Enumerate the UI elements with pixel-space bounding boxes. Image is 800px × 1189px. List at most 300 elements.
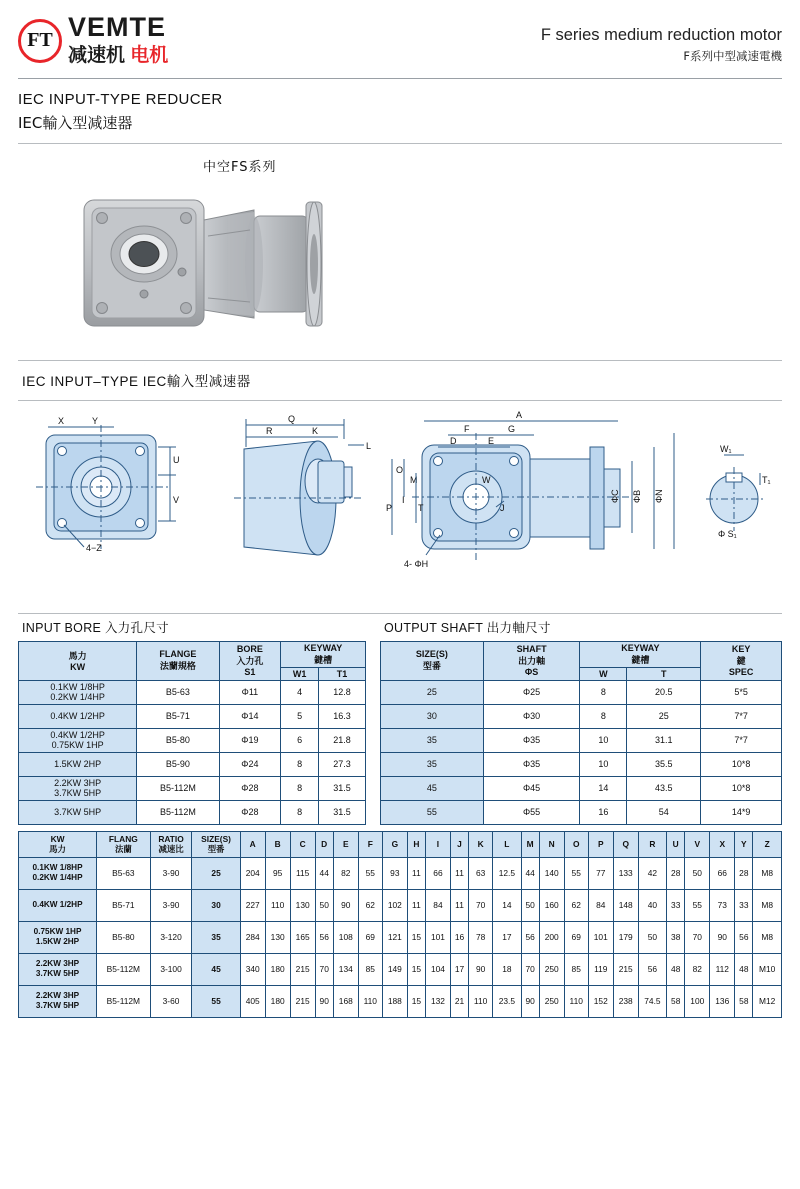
- brand-name-cn: [68, 44, 168, 68]
- output-shaft-table: [380, 641, 782, 825]
- cell-U: 28: [667, 857, 685, 889]
- cell-A: 340: [240, 953, 265, 985]
- cell-w1: 6: [281, 728, 319, 752]
- cell-Q: 148: [613, 889, 638, 921]
- cell-w: 14: [580, 776, 627, 800]
- cell-bore: Φ28: [219, 800, 281, 824]
- th-A: A: [240, 831, 265, 857]
- doc-title-cn: F系列中型减速電機: [683, 49, 782, 63]
- th-P: P: [588, 831, 613, 857]
- cell-G: 121: [382, 921, 407, 953]
- cell-t1: 12.8: [318, 680, 365, 704]
- cell-O: 55: [564, 857, 588, 889]
- th-C: C: [290, 831, 315, 857]
- cell-kw: 0.75KW 1HP 1.5KW 2HP: [19, 921, 97, 953]
- svg-text:W₁: W₁: [720, 443, 732, 454]
- cell-N: 160: [539, 889, 564, 921]
- cell-t: 54: [627, 800, 701, 824]
- table-row: [381, 776, 782, 800]
- cell-C: 115: [290, 857, 315, 889]
- cell-Q: 238: [613, 985, 638, 1017]
- cell-H: 15: [407, 953, 425, 985]
- cell-kw: 0.4KW 1/2HP: [19, 889, 97, 921]
- cell-flange: B5-63: [97, 857, 151, 889]
- cell-D: 90: [315, 985, 333, 1017]
- th-keyway: KEYWAY 鍵槽: [281, 641, 366, 667]
- table-row: [19, 704, 366, 728]
- cell-N: 140: [539, 857, 564, 889]
- th-kw: 馬力 KW: [19, 641, 137, 680]
- th-G: G: [382, 831, 407, 857]
- cell-U: 48: [667, 953, 685, 985]
- cell-R: 56: [638, 953, 666, 985]
- cell-Q: 215: [613, 953, 638, 985]
- svg-text:J: J: [500, 502, 505, 513]
- svg-text:O: O: [396, 464, 404, 475]
- th-B: B: [265, 831, 290, 857]
- table-row: [19, 728, 366, 752]
- cell-bore: Φ14: [219, 704, 281, 728]
- cell-Z: M8: [753, 889, 782, 921]
- th-flange: FLANGE 法蘭規格: [137, 641, 219, 680]
- section2-bottom-divider: [18, 613, 782, 614]
- cell-D: 56: [315, 921, 333, 953]
- cell-shaft: Φ30: [483, 704, 580, 728]
- spec-tables-row: [18, 618, 782, 825]
- cell-I: 84: [425, 889, 450, 921]
- cell-kw: 0.4KW 1/2HP 0.75KW 1HP: [19, 728, 137, 752]
- svg-text:D: D: [450, 435, 457, 446]
- cell-shaft: Φ45: [483, 776, 580, 800]
- cell-E: 134: [333, 953, 358, 985]
- cell-O: 62: [564, 889, 588, 921]
- cell-X: 112: [710, 953, 735, 985]
- cell-size: 25: [192, 857, 240, 889]
- cell-w: 8: [580, 680, 627, 704]
- input-bore-title: INPUT BORE 入力孔尺寸: [22, 620, 169, 635]
- cell-R: 42: [638, 857, 666, 889]
- cell-size: 55: [192, 985, 240, 1017]
- cell-F: 85: [358, 953, 382, 985]
- cell-Z: M10: [753, 953, 782, 985]
- cell-R: 40: [638, 889, 666, 921]
- cell-size: 35: [381, 752, 484, 776]
- svg-text:Q: Q: [288, 413, 296, 424]
- cell-G: 188: [382, 985, 407, 1017]
- cell-t: 20.5: [627, 680, 701, 704]
- doc-title-en: F series medium reduction motor: [540, 26, 782, 44]
- cell-K: 90: [469, 953, 493, 985]
- cell-O: 69: [564, 921, 588, 953]
- svg-text:L: L: [366, 440, 372, 451]
- cell-G: 93: [382, 857, 407, 889]
- th-ratio: RATIO 减速比: [150, 831, 192, 857]
- th-X: X: [710, 831, 735, 857]
- cell-M: 44: [521, 857, 539, 889]
- cell-key: 10*8: [701, 776, 782, 800]
- th-bore: BORE 入力孔 S1: [219, 641, 281, 680]
- cell-w1: 4: [281, 680, 319, 704]
- cell-size: 30: [192, 889, 240, 921]
- cell-ratio: 3-120: [150, 921, 192, 953]
- cell-w1: 8: [281, 776, 319, 800]
- cell-A: 405: [240, 985, 265, 1017]
- cell-kw: 0.4KW 1/2HP: [19, 704, 137, 728]
- cell-t: 43.5: [627, 776, 701, 800]
- th-D: D: [315, 831, 333, 857]
- cell-H: 15: [407, 921, 425, 953]
- cell-kw: 2.2KW 3HP 3.7KW 5HP: [19, 776, 137, 800]
- cell-size: 25: [381, 680, 484, 704]
- cell-t1: 27.3: [318, 752, 365, 776]
- cell-E: 82: [333, 857, 358, 889]
- cell-shaft: Φ35: [483, 728, 580, 752]
- cell-size: 35: [381, 728, 484, 752]
- cell-shaft: Φ25: [483, 680, 580, 704]
- cell-L: 14: [493, 889, 521, 921]
- cell-A: 284: [240, 921, 265, 953]
- th-shaft: SHAFT 出力軸 ΦS: [483, 641, 580, 680]
- th-F: F: [358, 831, 382, 857]
- photo-caption: 中空FS系列: [203, 159, 277, 175]
- cell-R: 50: [638, 921, 666, 953]
- cell-I: 101: [425, 921, 450, 953]
- cell-J: 11: [450, 889, 468, 921]
- cell-R: 74.5: [638, 985, 666, 1017]
- cell-E: 108: [333, 921, 358, 953]
- output-shaft-title: OUTPUT SHAFT 出力軸尺寸: [384, 620, 551, 635]
- technical-drawings: [18, 403, 782, 603]
- cell-w1: 8: [281, 800, 319, 824]
- svg-text:ΦB: ΦB: [632, 489, 642, 503]
- cell-B: 130: [265, 921, 290, 953]
- cell-G: 149: [382, 953, 407, 985]
- cell-V: 50: [685, 857, 710, 889]
- cell-N: 250: [539, 953, 564, 985]
- svg-text:P: P: [386, 502, 393, 513]
- cell-t1: 21.8: [318, 728, 365, 752]
- drawing-svg: [18, 403, 782, 599]
- cell-size: 30: [381, 704, 484, 728]
- cell-size: 55: [381, 800, 484, 824]
- cell-w: 10: [580, 752, 627, 776]
- cell-U: 58: [667, 985, 685, 1017]
- cell-flange: B5-71: [97, 889, 151, 921]
- table-row: [19, 776, 366, 800]
- cell-M: 70: [521, 953, 539, 985]
- cell-O: 85: [564, 953, 588, 985]
- output-shaft-body: [381, 680, 782, 824]
- cell-F: 55: [358, 857, 382, 889]
- cell-L: 23.5: [493, 985, 521, 1017]
- cell-flange: B5-112M: [137, 776, 219, 800]
- cell-flange: B5-112M: [97, 953, 151, 985]
- cell-J: 16: [450, 921, 468, 953]
- output-shaft-block: [380, 618, 782, 825]
- table-row: [381, 680, 782, 704]
- cell-K: 110: [469, 985, 493, 1017]
- table-row: [381, 728, 782, 752]
- cell-V: 100: [685, 985, 710, 1017]
- svg-text:G: G: [508, 423, 516, 434]
- th-I: I: [425, 831, 450, 857]
- cell-key: 7*7: [701, 704, 782, 728]
- svg-text:4−Z: 4−Z: [86, 542, 102, 553]
- cell-K: 70: [469, 889, 493, 921]
- cell-Q: 179: [613, 921, 638, 953]
- cell-P: 119: [588, 953, 613, 985]
- cell-key: 10*8: [701, 752, 782, 776]
- cell-P: 152: [588, 985, 613, 1017]
- cell-P: 84: [588, 889, 613, 921]
- th-J: J: [450, 831, 468, 857]
- cell-ratio: 3-60: [150, 985, 192, 1017]
- cell-C: 215: [290, 953, 315, 985]
- cell-J: 11: [450, 857, 468, 889]
- th-O: O: [564, 831, 588, 857]
- svg-text:E: E: [488, 435, 495, 446]
- cell-Y: 28: [735, 857, 753, 889]
- cell-L: 12.5: [493, 857, 521, 889]
- svg-text:K: K: [312, 425, 319, 436]
- section2-divider: [18, 400, 782, 401]
- cell-V: 55: [685, 889, 710, 921]
- svg-text:T₁: T₁: [762, 474, 771, 485]
- table-row: [381, 752, 782, 776]
- cell-bore: Φ28: [219, 776, 281, 800]
- cell-I: 104: [425, 953, 450, 985]
- th-Y: Y: [735, 831, 753, 857]
- cell-key: 5*5: [701, 680, 782, 704]
- cell-flange: B5-90: [137, 752, 219, 776]
- table-row: [381, 704, 782, 728]
- cell-X: 136: [710, 985, 735, 1017]
- cell-size: 45: [192, 953, 240, 985]
- svg-text:ΦC: ΦC: [610, 489, 620, 503]
- cell-Z: M12: [753, 985, 782, 1017]
- cell-t: 25: [627, 704, 701, 728]
- th-M: M: [521, 831, 539, 857]
- cell-w1: 8: [281, 752, 319, 776]
- section1-title-en: IEC INPUT-TYPE REDUCER: [18, 90, 223, 108]
- th-kw: KW 馬力: [19, 831, 97, 857]
- table-row: [381, 800, 782, 824]
- cell-H: 15: [407, 985, 425, 1017]
- header-title-block: [541, 14, 782, 64]
- cell-X: 66: [710, 857, 735, 889]
- svg-text:Φ S₁: Φ S₁: [718, 528, 737, 539]
- cell-D: 44: [315, 857, 333, 889]
- cell-V: 70: [685, 921, 710, 953]
- cell-Y: 48: [735, 953, 753, 985]
- section2-bar-title: IEC INPUT–TYPE IEC輸入型减速器: [22, 373, 251, 389]
- cell-F: 69: [358, 921, 382, 953]
- cell-B: 110: [265, 889, 290, 921]
- table-row: [19, 680, 366, 704]
- cell-w: 16: [580, 800, 627, 824]
- th-t: T: [627, 667, 701, 680]
- cell-P: 77: [588, 857, 613, 889]
- svg-text:X: X: [58, 415, 65, 426]
- table-row: [19, 857, 782, 889]
- cell-J: 21: [450, 985, 468, 1017]
- cell-size: 45: [381, 776, 484, 800]
- cell-M: 56: [521, 921, 539, 953]
- input-bore-table: [18, 641, 366, 825]
- cell-ratio: 3-100: [150, 953, 192, 985]
- cell-shaft: Φ35: [483, 752, 580, 776]
- cell-kw: 2.2KW 3HP 3.7KW 5HP: [19, 985, 97, 1017]
- cell-flange: B5-80: [97, 921, 151, 953]
- cell-X: 73: [710, 889, 735, 921]
- cell-E: 90: [333, 889, 358, 921]
- cell-O: 110: [564, 985, 588, 1017]
- cell-t: 31.1: [627, 728, 701, 752]
- gearbox-photo-icon: [78, 186, 408, 346]
- cell-bore: Φ19: [219, 728, 281, 752]
- cell-bore: Φ24: [219, 752, 281, 776]
- svg-text:ΦN: ΦN: [654, 489, 664, 503]
- input-bore-body: [19, 680, 366, 824]
- svg-text:I: I: [402, 494, 405, 505]
- th-w1: W1: [281, 667, 319, 680]
- cell-J: 17: [450, 953, 468, 985]
- cell-L: 18: [493, 953, 521, 985]
- th-H: H: [407, 831, 425, 857]
- cell-t: 35.5: [627, 752, 701, 776]
- cell-Y: 56: [735, 921, 753, 953]
- cell-K: 63: [469, 857, 493, 889]
- cell-B: 95: [265, 857, 290, 889]
- brand-name: VEMTE: [68, 12, 167, 42]
- cell-C: 130: [290, 889, 315, 921]
- th-K: K: [469, 831, 493, 857]
- cell-N: 250: [539, 985, 564, 1017]
- th-N: N: [539, 831, 564, 857]
- page-header: [18, 0, 782, 68]
- th-V: V: [685, 831, 710, 857]
- cell-N: 200: [539, 921, 564, 953]
- th-E: E: [333, 831, 358, 857]
- cell-ratio: 3-90: [150, 889, 192, 921]
- th-U: U: [667, 831, 685, 857]
- section1-divider: [18, 143, 782, 144]
- cell-Y: 33: [735, 889, 753, 921]
- cell-K: 78: [469, 921, 493, 953]
- cell-bore: Φ11: [219, 680, 281, 704]
- section1-title-cn: IEC輸入型减速器: [18, 113, 133, 132]
- cell-A: 204: [240, 857, 265, 889]
- cell-flange: B5-80: [137, 728, 219, 752]
- product-photo-block: [18, 150, 782, 350]
- brand-cn-2: 电机: [130, 44, 169, 66]
- cell-I: 132: [425, 985, 450, 1017]
- table-row: [19, 985, 782, 1017]
- logo-glyph: FT: [27, 29, 53, 52]
- cell-A: 227: [240, 889, 265, 921]
- table-row: [19, 752, 366, 776]
- header-divider: [18, 78, 782, 79]
- cell-kw: 0.1KW 1/8HP 0.2KW 1/4HP: [19, 680, 137, 704]
- cell-G: 102: [382, 889, 407, 921]
- table-row: [19, 921, 782, 953]
- cell-E: 168: [333, 985, 358, 1017]
- cell-Z: M8: [753, 921, 782, 953]
- cell-flange: B5-112M: [97, 985, 151, 1017]
- cell-w: 8: [580, 704, 627, 728]
- cell-kw: 0.1KW 1/8HP 0.2KW 1/4HP: [19, 857, 97, 889]
- th-key: KEY 鍵 SPEC: [701, 641, 782, 680]
- dimension-table: [18, 831, 782, 1018]
- th-w: W: [580, 667, 627, 680]
- cell-t1: 31.5: [318, 776, 365, 800]
- svg-text:R: R: [266, 425, 273, 436]
- section1-bottom-divider: [18, 360, 782, 361]
- th-size: SIZE(S) 型番: [381, 641, 484, 680]
- svg-text:A: A: [516, 409, 523, 420]
- cell-key: 7*7: [701, 728, 782, 752]
- th-keyway: KEYWAY 鍵槽: [580, 641, 701, 667]
- th-size: SIZE(S) 型番: [192, 831, 240, 857]
- cell-D: 50: [315, 889, 333, 921]
- input-bore-block: [18, 618, 366, 825]
- cell-B: 180: [265, 953, 290, 985]
- svg-text:V: V: [173, 494, 180, 505]
- cell-t1: 16.3: [318, 704, 365, 728]
- brand-logo: [18, 14, 168, 68]
- cell-flange: B5-71: [137, 704, 219, 728]
- cell-H: 11: [407, 889, 425, 921]
- table-row: [19, 953, 782, 985]
- th-Q: Q: [613, 831, 638, 857]
- cell-w: 10: [580, 728, 627, 752]
- dimension-table-header: [19, 831, 782, 857]
- cell-Z: M8: [753, 857, 782, 889]
- svg-text:W: W: [482, 474, 491, 485]
- th-flange: FLANG 法蘭: [97, 831, 151, 857]
- cell-Y: 58: [735, 985, 753, 1017]
- svg-text:U: U: [173, 454, 180, 465]
- cell-shaft: Φ55: [483, 800, 580, 824]
- cell-X: 90: [710, 921, 735, 953]
- cell-M: 50: [521, 889, 539, 921]
- th-t1: T1: [318, 667, 365, 680]
- cell-D: 70: [315, 953, 333, 985]
- svg-text:Y: Y: [92, 415, 99, 426]
- cell-B: 180: [265, 985, 290, 1017]
- cell-ratio: 3-90: [150, 857, 192, 889]
- cell-kw: 2.2KW 3HP 3.7KW 5HP: [19, 953, 97, 985]
- cell-V: 82: [685, 953, 710, 985]
- cell-M: 90: [521, 985, 539, 1017]
- cell-H: 11: [407, 857, 425, 889]
- dimension-table-body: [19, 857, 782, 1017]
- cell-size: 35: [192, 921, 240, 953]
- cell-key: 14*9: [701, 800, 782, 824]
- cell-I: 66: [425, 857, 450, 889]
- cell-L: 17: [493, 921, 521, 953]
- svg-text:F: F: [464, 423, 470, 434]
- brand-cn-1: 减速机: [68, 44, 126, 66]
- cell-C: 165: [290, 921, 315, 953]
- logo-icon: [18, 19, 62, 63]
- svg-text:T: T: [418, 502, 424, 513]
- cell-flange: B5-112M: [137, 800, 219, 824]
- th-L: L: [493, 831, 521, 857]
- cell-F: 62: [358, 889, 382, 921]
- cell-U: 38: [667, 921, 685, 953]
- th-Z: Z: [753, 831, 782, 857]
